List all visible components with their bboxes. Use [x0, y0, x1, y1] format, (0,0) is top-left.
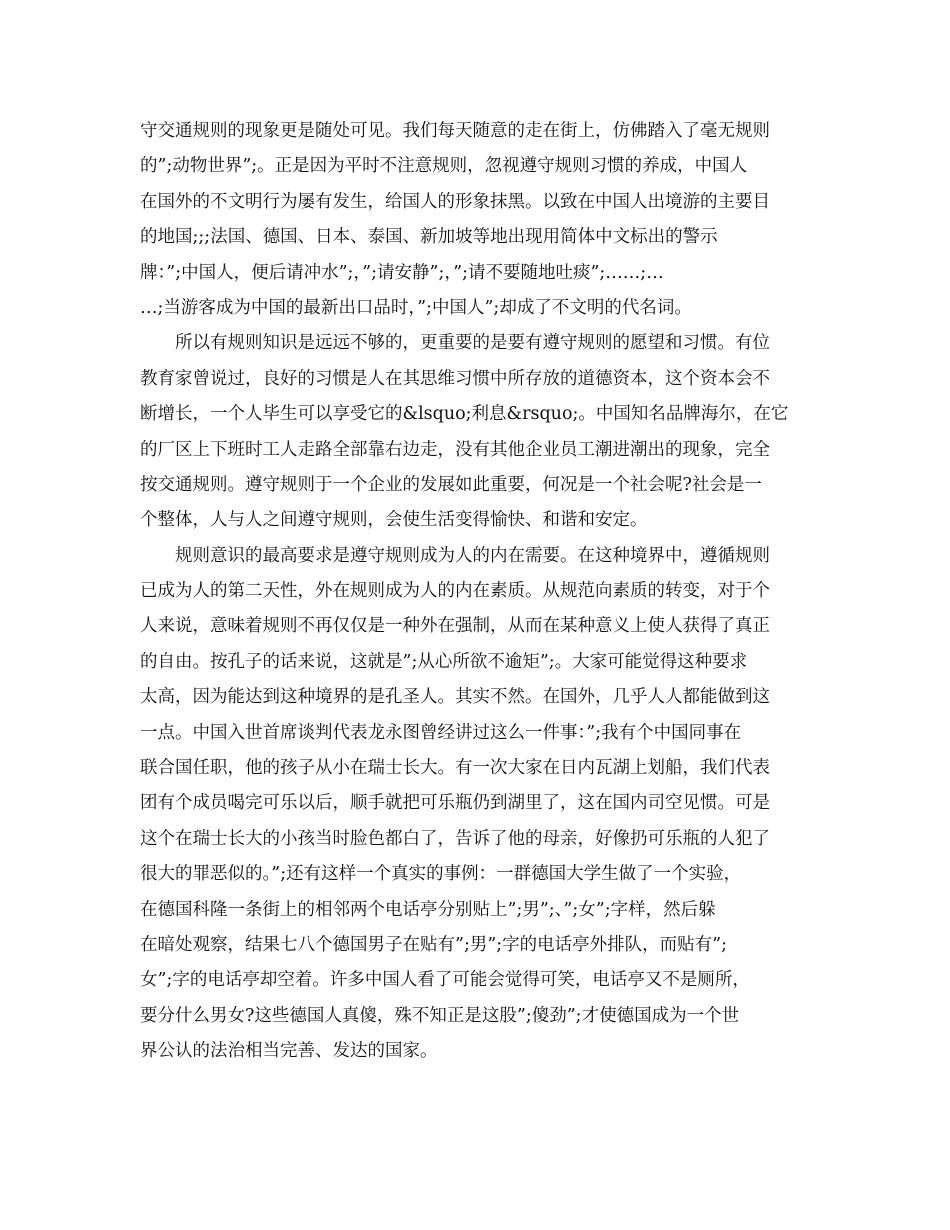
text-line: 守交通规则的现象更是随处可见。我们每天随意的走在街上，仿佛踏入了毫无规则 [140, 121, 770, 141]
text-line: 按交通规则。遵守规则于一个企业的发展如此重要，何况是一个社会呢?社会是一 [140, 474, 762, 495]
text-line: 很大的罪恶似的。”;还有这样一个真实的事例：一群德国大学生做了一个实验， [140, 864, 742, 885]
text-line: 要分什么男女?这些德国人真傻，殊不知正是这股”;傻劲”;才使德国成为一个世 [140, 1005, 740, 1026]
text-line: 的自由。按孔子的话来说，这就是”;从心所欲不逾矩”;。大家可能觉得这种要求 [140, 651, 748, 672]
text-line: 联合国任职，他的孩子从小在瑞士长大。有一次大家在日内瓦湖上划船，我们代表 [140, 758, 770, 779]
paragraph-first-line: 所以有规则知识是远远不够的，更重要的是要有遵守规则的愿望和习惯。有位 [175, 333, 770, 354]
body-text [140, 114, 820, 1070]
text-line: 界公认的法治相当完善、发达的国家。 [140, 1041, 438, 1062]
text-line: 断增长，一个人毕生可以享受它的&lsquo;利息&rsquo;。中国知名品牌海尔，在它 [140, 404, 789, 425]
text-line: 一点。中国入世首席谈判代表龙永图曾经讲过这么一件事：”;我有个中国同事在 [140, 722, 742, 743]
text-line: 女”;字的电话亭却空着。许多中国人看了可能会觉得可笑，电话亭又不是厕所， [140, 970, 750, 991]
text-line: 人来说，意味着规则不再仅仅是一种外在强制，从而在某种意义上使人获得了真正 [140, 616, 770, 637]
text-line: 太高，因为能达到这种境界的是孔圣人。其实不然。在国外，几乎人人都能做到这 [140, 687, 770, 708]
text-line: 的厂区上下班时工人走路全部靠右边走，没有其他企业员工潮进潮出的现象，完全 [140, 439, 770, 460]
text-line: 在德国科隆一条街上的相邻两个电话亭分别贴上”;男”;、”;女”;字样，然后躲 [140, 899, 716, 920]
text-line: 的”;动物世界”;。正是因为平时不注意规则，忽视遵守规则习惯的养成，中国人 [140, 156, 748, 177]
text-line: 个整体，人与人之间遵守规则，会使生活变得愉快、和谐和安定。 [140, 510, 648, 531]
text-line: 在国外的不文明行为屡有发生，给国人的形象抹黑。以致在中国人出境游的主要目 [140, 191, 770, 212]
text-line: 团有个成员喝完可乐以后，顺手就把可乐瓶仍到湖里了，这在国内司空见惯。可是 [140, 793, 770, 814]
text-line: 这个在瑞士长大的小孩当时脸色都白了，告诉了他的母亲，好像扔可乐瓶的人犯了 [140, 828, 770, 849]
text-line: 的地国;;;法国、德国、日本、泰国、新加坡等地出现用简体中文标出的警示 [140, 227, 718, 248]
text-line: 教育家曾说过，良好的习惯是人在其思维习惯中所存放的道德资本，这个资本会不 [140, 368, 770, 389]
text-line: 已成为人的第二天性，外在规则成为人的内在素质。从规范向素质的转变，对于个 [140, 581, 770, 602]
paragraph-first-line: 规则意识的最高要求是遵守规则成为人的内在需要。在这种境界中，遵循规则 [175, 545, 770, 566]
text-line: 牌：”;中国人，便后请冲水”;，”;请安静”;，”;请不要随地吐痰”;……;… [140, 262, 664, 283]
text-line: 在暗处观察，结果七八个德国男子在贴有”;男”;字的电话亭外排队，而贴有”; [140, 934, 728, 955]
text-line: …;当游客成为中国的最新出口品时，”;中国人”;却成了不文明的代名词。 [140, 297, 692, 318]
